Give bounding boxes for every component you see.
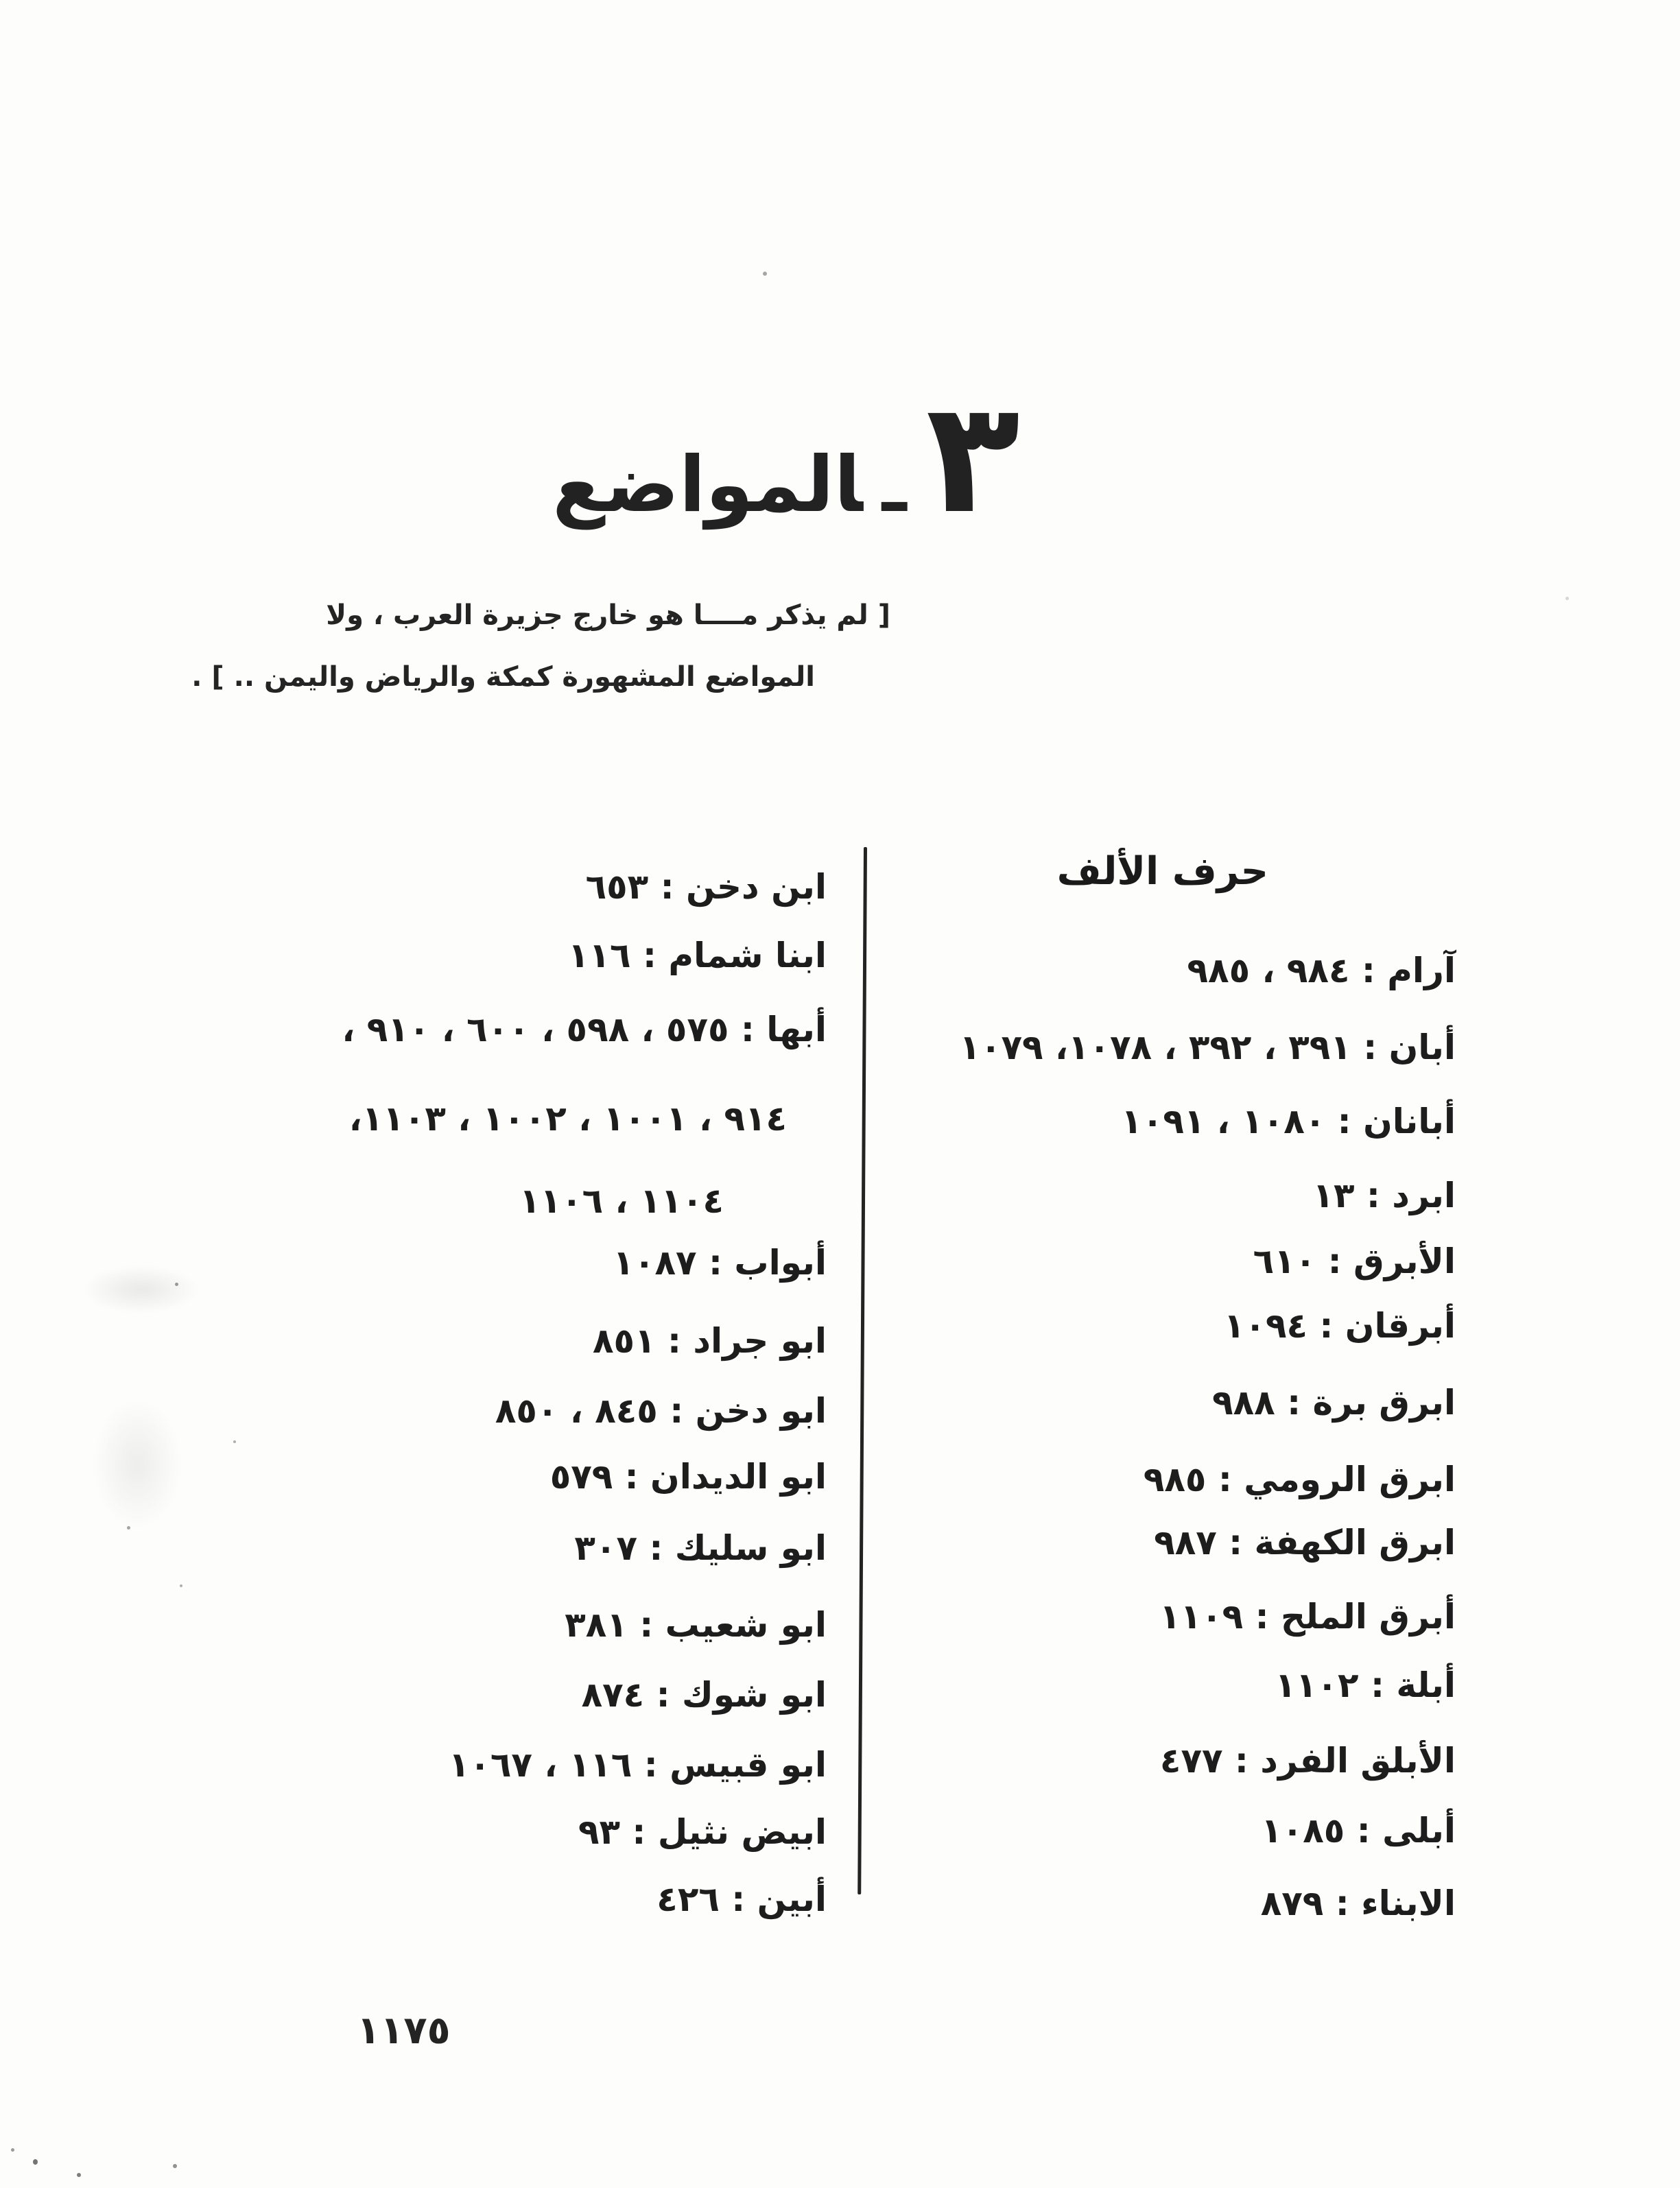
scan-speck [180,1584,182,1587]
scan-speck [175,1283,178,1286]
page-number: ١١٧٥ [357,2008,451,2053]
index-entry-continuation: ١١٠٤ ، ١١٠٦ [519,1181,724,1221]
scan-smudge [93,1399,182,1530]
index-entry: ابو سليك : ٣٠٧ [574,1528,827,1568]
index-entry: ابو جراد : ٨٥١ [593,1321,827,1361]
scan-smudge [82,1265,199,1313]
index-entry: ابو قبيس : ١١٦ ، ١٠٦٧ [448,1745,827,1785]
index-entry: أبلة : ١١٠٢ [1275,1665,1456,1705]
index-entry: ابرق الرومي : ٩٨٥ [1143,1460,1456,1499]
scan-speck [763,272,767,276]
section-header-harf-alif: حرف الألف [1056,849,1268,894]
column-divider-rule [857,847,867,1894]
page-title [552,368,1020,548]
scan-speck [1565,597,1569,600]
scan-speck [173,2164,177,2168]
index-entry: ابرق برة : ٩٨٨ [1212,1383,1456,1423]
index-entry: أبها : ٥٧٥ ، ٥٩٨ ، ٦٠٠ ، ٩١٠ ، [342,1010,827,1049]
index-entry: آرام : ٩٨٤ ، ٩٨٥ [1187,951,1456,990]
index-entry-continuation: ٩١٤ ، ١٠٠١ ، ١٠٠٢ ، ١١٠٣، [348,1099,787,1139]
index-entry: الأبرق : ٦١٠ [1253,1241,1456,1281]
title-dash: ـ [882,444,907,528]
index-entry: أبانان : ١٠٨٠ ، ١٠٩١ [1121,1102,1456,1141]
index-entry: أبرق الملح : ١١٠٩ [1159,1597,1456,1637]
scan-speck [11,2148,14,2152]
index-entry: ابو شعيب : ٣٨١ [565,1605,827,1645]
scan-speck [127,1526,130,1530]
index-entry: أبلى : ١٠٨٥ [1261,1811,1456,1851]
scan-speck [77,2173,81,2177]
index-entry: ابرق الكهفة : ٩٨٧ [1154,1523,1456,1562]
title-word: المواضع [552,440,863,530]
index-entry: ابو شوك : ٨٧٤ [581,1675,827,1715]
scan-speck [33,2159,38,2165]
index-entry: أبرقان : ١٠٩٤ [1223,1306,1456,1346]
index-entry: أبان : ٣٩١ ، ٣٩٢ ، ١٠٧٨، ١٠٧٩ [959,1027,1456,1067]
intro-note-line-1: [ لم يذكر مــــا هو خارج جزيرة العرب ، ولا [326,599,890,631]
index-entry: الابناء : ٨٧٩ [1260,1883,1456,1923]
index-entry: ابن دخن : ٦٥٣ [585,867,827,907]
title-section-number: ٣ [925,368,1020,548]
index-entry: الأبلق الفرد : ٤٧٧ [1159,1741,1456,1781]
index-entry: أبواب : ١٠٨٧ [613,1243,827,1283]
index-entry: ابيض نثيل : ٩٣ [578,1812,827,1852]
scan-speck [233,1440,236,1443]
index-entry: ابنا شمام : ١١٦ [568,936,827,975]
index-entry: أبين : ٤٢٦ [656,1879,827,1919]
index-entry: ابو الديدان : ٥٧٩ [549,1457,827,1497]
index-entry: ابو دخن : ٨٤٥ ، ٨٥٠ [495,1391,827,1431]
intro-note-line-2: المواضع المشهورة كمكة والرياض واليمن .. ] . [191,661,815,693]
index-entry: ابرد : ١٣ [1312,1176,1456,1215]
